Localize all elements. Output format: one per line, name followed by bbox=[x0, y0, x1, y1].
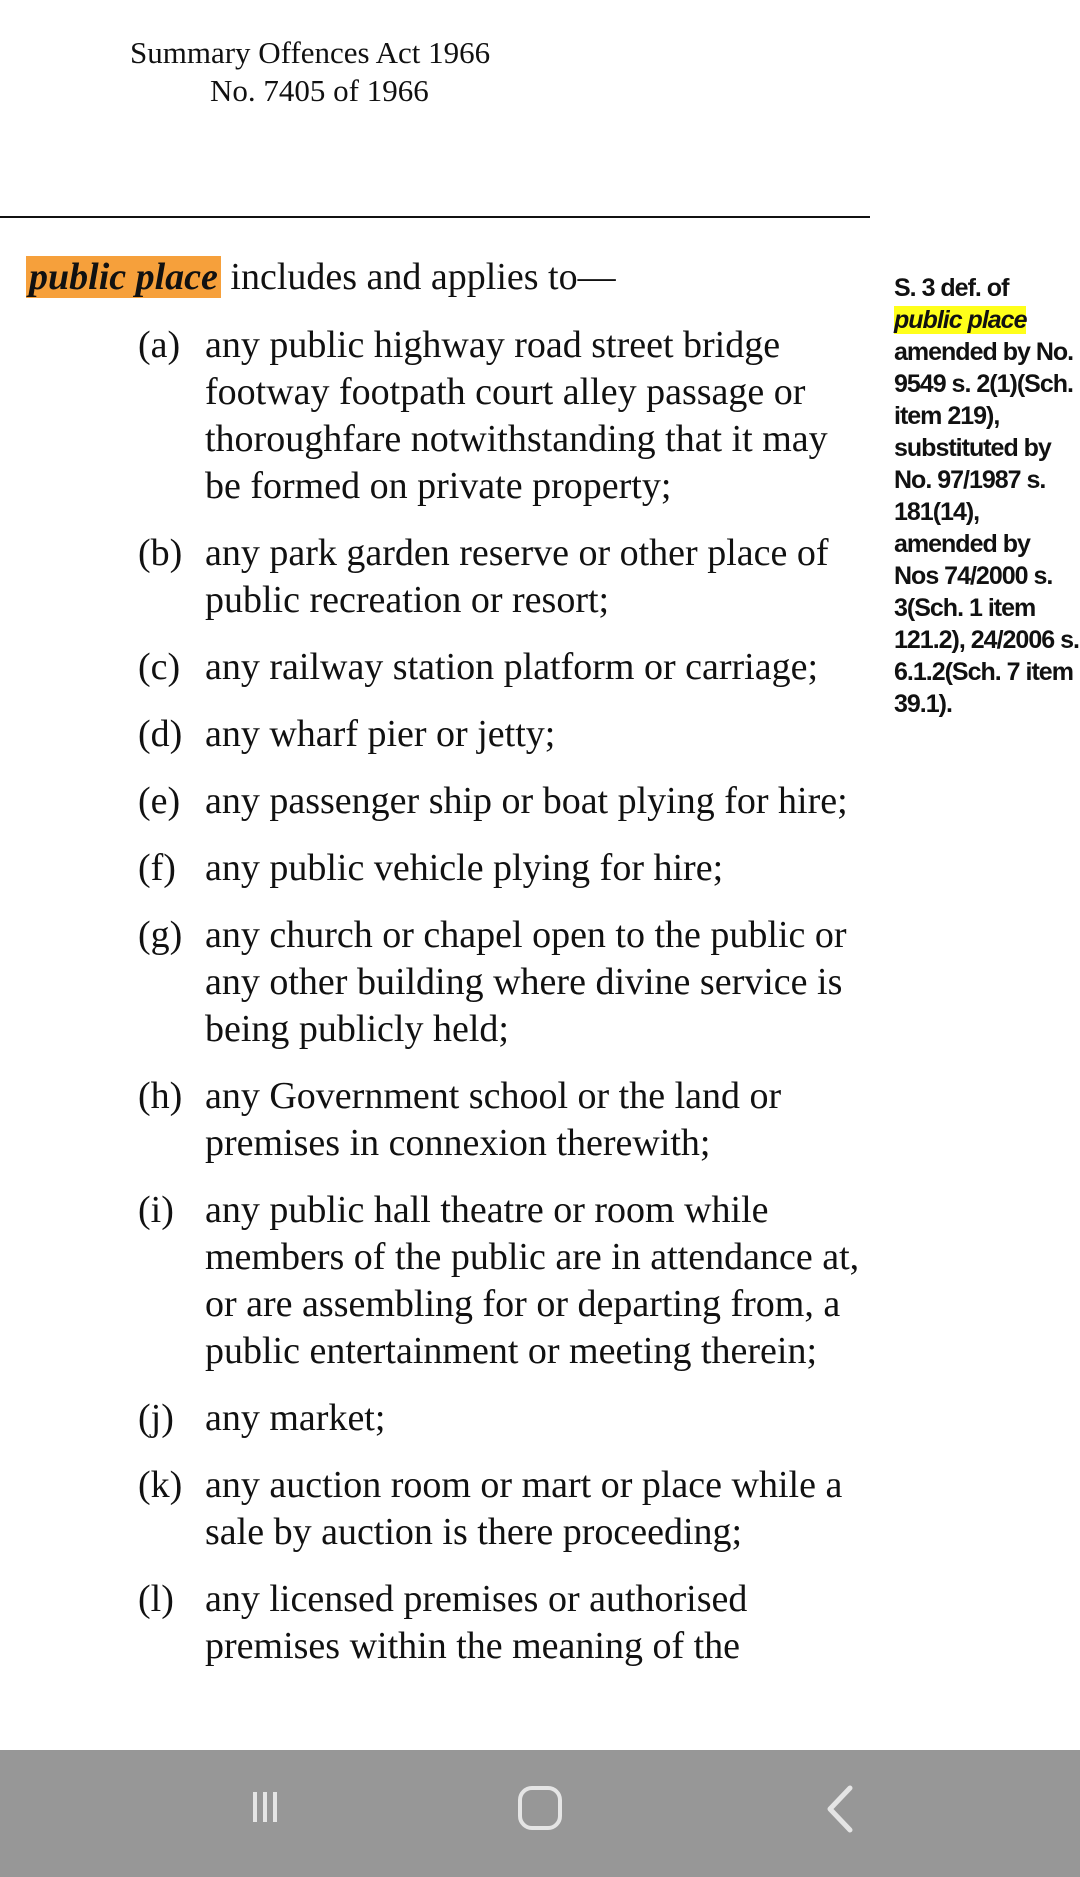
item-letter: (l) bbox=[138, 1578, 174, 1620]
item-letter: (c) bbox=[138, 646, 181, 688]
back-icon bbox=[805, 1780, 875, 1840]
item-letter: (i) bbox=[138, 1189, 174, 1231]
recents-button[interactable] bbox=[230, 1780, 300, 1840]
item-letter: (f) bbox=[138, 847, 176, 889]
home-icon bbox=[505, 1780, 575, 1840]
list-item bbox=[0, 1187, 870, 1375]
act-title: Summary Offences Act 1966 bbox=[130, 35, 491, 70]
item-text: any public hall theatre or room while members of the public are in attendance at, or are assembling for or departing from, a public entertainment or meeting therein; bbox=[205, 1189, 860, 1372]
list-item bbox=[0, 1395, 870, 1442]
item-text: any railway station platform or carriage; bbox=[205, 646, 819, 688]
definition-item-list bbox=[0, 322, 870, 1690]
item-text: any market; bbox=[205, 1397, 386, 1439]
list-item bbox=[0, 912, 870, 1053]
list-item bbox=[0, 845, 870, 892]
item-letter: (d) bbox=[138, 713, 183, 755]
sidenote-term-highlight: public place bbox=[894, 306, 1027, 334]
item-letter: (k) bbox=[138, 1464, 183, 1506]
item-text: any wharf pier or jetty; bbox=[205, 713, 556, 755]
list-item bbox=[0, 1073, 870, 1167]
defined-term-highlight: public place bbox=[26, 256, 221, 298]
item-text: any passenger ship or boat plying for hire; bbox=[205, 780, 848, 822]
sidenote-prefix: S. 3 def. of bbox=[894, 274, 1009, 302]
back-button[interactable] bbox=[805, 1780, 875, 1840]
system-navigation-bar bbox=[0, 1750, 1080, 1877]
item-letter: (g) bbox=[138, 914, 183, 956]
recents-icon bbox=[230, 1780, 300, 1840]
list-item bbox=[0, 711, 870, 758]
item-text: any church or chapel open to the public or any other building where divine service is being publicly held; bbox=[205, 914, 847, 1050]
item-letter: (e) bbox=[138, 780, 181, 822]
list-item bbox=[0, 644, 870, 691]
item-text: any public highway road street bridge footway footpath court alley passage or thoroughfare notwithstanding that it may be formed on private property; bbox=[205, 324, 828, 507]
header-divider bbox=[0, 216, 870, 218]
item-text: any public vehicle plying for hire; bbox=[205, 847, 724, 889]
item-text: any Government school or the land or premises in connexion therewith; bbox=[205, 1075, 782, 1164]
item-text: any licensed premises or authorised premises within the meaning of the bbox=[205, 1578, 748, 1667]
item-letter: (j) bbox=[138, 1397, 174, 1439]
sidenote-history: amended by No. 9549 s. 2(1)(Sch. item 219), substituted by No. 97/1987 s. 181(14), amended by Nos 74/2000 s. 3(Sch. 1 item 121.2), 24/2006 s. 6.1.2(Sch. 7 item 39.1). bbox=[894, 338, 1079, 718]
item-letter: (a) bbox=[138, 324, 181, 366]
list-item bbox=[0, 322, 870, 510]
item-letter: (b) bbox=[138, 532, 183, 574]
act-number: No. 7405 of 1966 bbox=[210, 73, 429, 108]
list-item bbox=[0, 778, 870, 825]
item-text: any auction room or mart or place while a sale by auction is there proceeding; bbox=[205, 1464, 843, 1553]
amendment-sidenote bbox=[894, 272, 1080, 720]
item-letter: (h) bbox=[138, 1075, 183, 1117]
definition-heading bbox=[26, 254, 866, 301]
home-button[interactable] bbox=[505, 1780, 575, 1840]
list-item bbox=[0, 1576, 870, 1670]
list-item bbox=[0, 1462, 870, 1556]
definition-intro: includes and applies to— bbox=[220, 256, 616, 298]
list-item bbox=[0, 530, 870, 624]
document-header bbox=[130, 34, 550, 110]
item-text: any park garden reserve or other place of public recreation or resort; bbox=[205, 532, 829, 621]
